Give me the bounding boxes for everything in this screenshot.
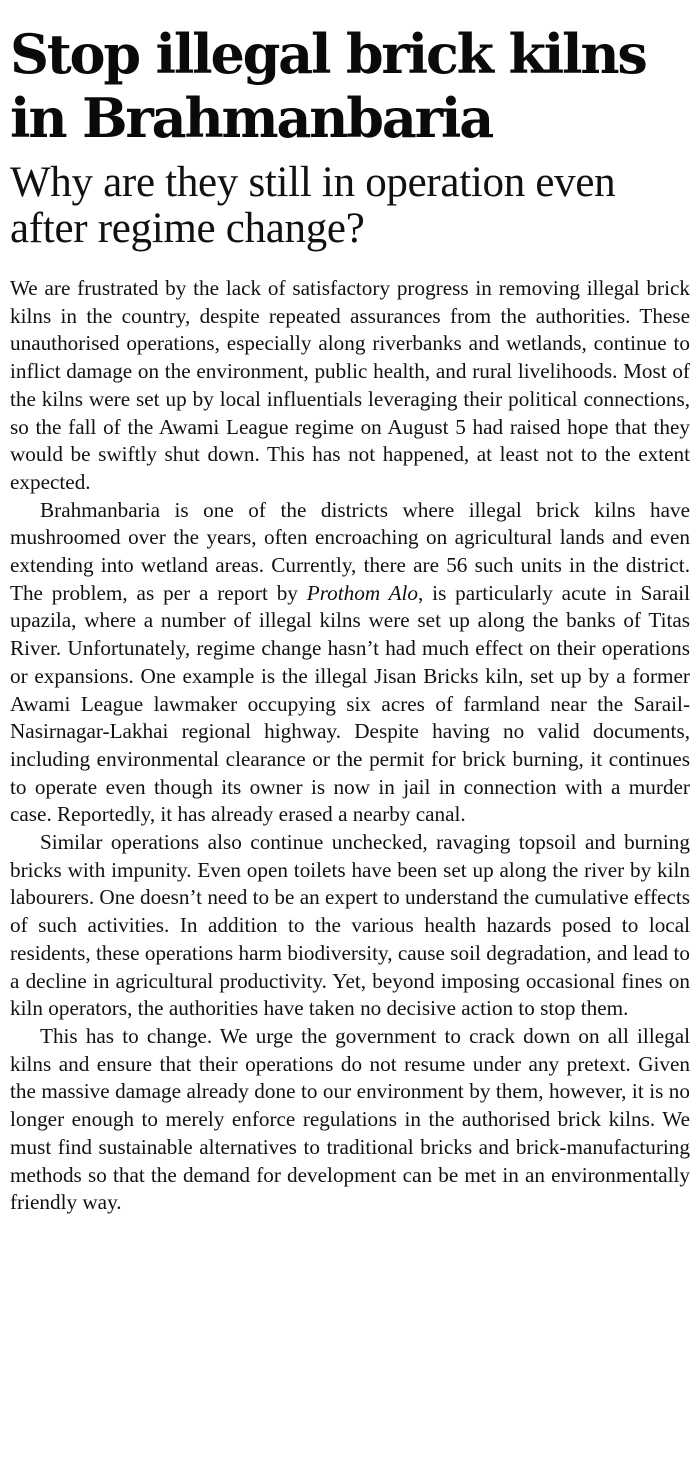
paragraph-1: We are frustrated by the lack of satisfactory progress in removing illegal brick kilns in the country, despite repeated assurances from the authorities. These unauthorised operations, especially along riverbanks and wetlands, continue to inflict damage on the environment, public health, and rural livelihoods. Most of the kilns were set up by local influentials leveraging their political connections, so the fall of the Awami League regime on August 5 had raised hope that they would be swiftly shut down. This has not happened, at least not to the extent expected. (10, 276, 690, 494)
editorial-article (10, 22, 690, 1217)
paragraph-4: This has to change. We urge the government to crack down on all illegal kilns and ensure that their operations do not resume under any pretext. Given the massive damage already done to our environment by them, however, it is no longer enough to merely enforce regulations in the authorised brick kilns. We must find sustainable alternatives to traditional bricks and brick-manufacturing methods so that the demand for development can be met in an environmentally friendly way. (10, 1023, 690, 1215)
paragraph-2-text-start: Brahmanbaria is one of the districts where illegal brick kilns have mushroomed over the years, often encroaching on agricultural lands and even extending into wetland areas. Currently, there are 56 such units in the district. The problem, as per a report by (10, 497, 690, 605)
subheadline: Why are they still in operation even after regime change? (10, 159, 616, 252)
headline: Stop illegal brick kilns in Brahmanbaria (10, 22, 646, 150)
source-publication: Prothom Alo (306, 580, 419, 605)
paragraph-2-text-end: , is particularly acute in Sarail upazila, where a number of illegal kilns were set up along the banks of Titas River. Unfortunately, regime change hasn’t had much effect on their operations or expansions. One example is the illegal Jisan Bricks kiln, set up by a former Awami League lawmaker occupying six acres of farmland near the Sarail-Nasirnagar-Lakhai regional highway. Despite having no valid documents, including environmental clearance or the permit for brick burning, it continues to operate even though its owner is now in jail in connection with a murder case. Reportedly, it has already erased a nearby canal. (10, 580, 690, 827)
paragraph-2 (10, 497, 690, 829)
article-body (10, 275, 690, 1217)
paragraph-3: Similar operations also continue unchecked, ravaging topsoil and burning bricks with impunity. Even open toilets have been set up along the river by kiln labourers. One doesn’t need to be an expert to understand the cumulative effects of such activities. In addition to the various health hazards posed to local residents, these operations harm biodiversity, cause soil degradation, and lead to a decline in agricultural productivity. Yet, beyond imposing occasional fines on kiln operators, the authorities have taken no decisive action to stop them. (10, 830, 690, 1021)
